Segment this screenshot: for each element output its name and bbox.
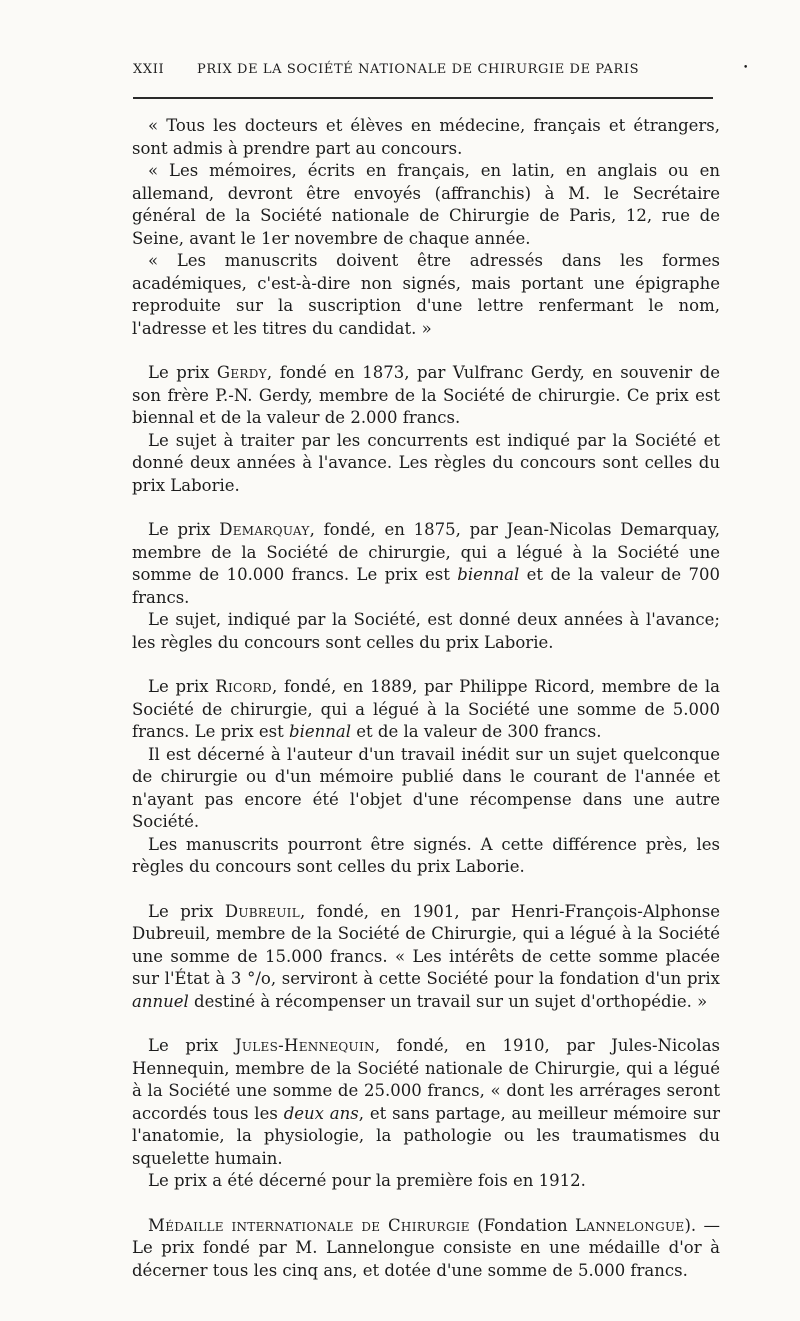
demarquay-text: , fondé, en 1875, par Jean-Nicolas Demarquay, membre de la Société de chirurgie, qui a légué à la Société une somme de 10.000 francs. Le prix est	[132, 520, 720, 584]
demarquay-italic: biennal	[457, 565, 520, 584]
demarquay-paragraph-1	[132, 519, 720, 609]
dubreuil-italic: annuel	[132, 991, 189, 1011]
medaille-paren-open: (Fondation	[469, 1215, 575, 1235]
laborie-paragraph-2: « Les mémoires, écrits en français, en latin, en anglais ou en allemand, devront être envoyés (affranchis) à M. le Secrétaire général de la Société nationale de Chirurgie de Paris, 12, rue de Seine, avant le 1er novembre de chaque année.	[132, 161, 720, 248]
hennequin-italic: deux ans	[283, 1103, 359, 1123]
header-rule	[133, 97, 713, 99]
dubreuil-prize-name: Dubreuil	[224, 901, 300, 921]
gerdy-paragraph-2: Le sujet à traiter par les concurrents est indiqué par la Société et donné deux années à l'avance. Les règles du concours sont celles du prix Laborie.	[132, 430, 720, 495]
page-number: XXII	[133, 62, 165, 77]
dubreuil-paragraph	[132, 901, 720, 1014]
medaille-text: Le prix fondé par M. Lannelongue consiste en une médaille d'or à décerner tous les cinq ans, et dotée d'une somme de 5.000 francs.	[132, 1238, 720, 1280]
hennequin-paragraph-1	[132, 1035, 720, 1170]
demarquay-paragraph-2: Le sujet, indiqué par la Société, est donné deux années à l'avance; les règles du concours sont celles du prix Laborie.	[132, 610, 720, 652]
hennequin-prize-name: Jules-Hennequin	[234, 1036, 375, 1055]
hennequin-text: , fondé, en 1910, par Jules-Nicolas Hennequin, membre de la Société nationale de Chirurgie, qui a légué à la Société une somme de 25.000 francs, « dont les arrérages seront accordés tous les	[132, 1036, 720, 1123]
dubreuil-lead: Le prix	[148, 901, 225, 921]
ricord-lead: Le prix	[148, 677, 216, 696]
medaille-heading: Médaille internationale de Chirurgie	[148, 1215, 470, 1235]
gerdy-lead: Le prix	[148, 363, 217, 382]
dubreuil-text-end: destiné à récompenser un travail sur un sujet d'orthopédie. »	[188, 991, 708, 1011]
demarquay-text-end: et de la valeur de 700 francs.	[132, 565, 721, 607]
gerdy-text: , fondé en 1873, par Vulfranc Gerdy, en souvenir de son frère P.-N. Gerdy, membre de la Société de chirurgie. Ce prix est biennal et de la valeur de 2.000 francs.	[132, 363, 721, 427]
gerdy-prize-name: Gerdy	[216, 363, 267, 382]
ricord-paragraph-2: Il est décerné à l'auteur d'un travail inédit sur un sujet quelconque de chirurgie ou d'un mémoire publié dans le courant de l'année et n'ayant pas encore été l'objet d'une récompense dans une autre Société.	[132, 744, 720, 831]
ricord-italic: biennal	[289, 722, 351, 741]
dubreuil-text: , fondé, en 1901, par Henri-François-Alphonse Dubreuil, membre de la Société de Chirurgie, qui a légué à la Société une somme de 15.000 francs. « Les intérêts de cette somme placée sur l'État à 3 °/o, serviront à cette Société pour la fondation d'un prix	[132, 901, 720, 988]
ricord-prize-name: Ricord	[215, 677, 272, 696]
gerdy-paragraph-1	[132, 362, 720, 430]
hennequin-lead: Le prix	[148, 1036, 235, 1055]
hennequin-paragraph-2: Le prix a été décerné pour la première fois en 1912.	[148, 1171, 586, 1190]
page-body	[132, 115, 720, 1282]
running-title: PRIX DE LA SOCIÉTÉ NATIONALE DE CHIRURGIE DE PARIS	[197, 62, 640, 77]
laborie-paragraph-3: « Les manuscrits doivent être adressés dans les formes académiques, c'est-à-dire non signés, mais portant une épigraphe reproduite sur la suscription d'une lettre renfermant le nom, l'adresse et les titres du candidat. »	[132, 251, 720, 338]
ricord-text-end: et de la valeur de 300 francs.	[351, 722, 602, 741]
demarquay-lead: Le prix	[148, 520, 220, 539]
ricord-text: , fondé, en 1889, par Philippe Ricord, membre de la Société de chirurgie, qui a légué à la Société une somme de 5.000 francs. Le prix est	[132, 677, 720, 741]
medaille-paragraph	[132, 1215, 720, 1283]
medaille-founder: Lannelongue	[574, 1215, 685, 1235]
ricord-paragraph-3: Les manuscrits pourront être signés. A cette différence près, les règles du concours sont celles du prix Laborie.	[132, 834, 720, 876]
ricord-paragraph-1	[132, 676, 720, 744]
ornament-dot: •	[743, 63, 749, 73]
hennequin-text-end: , et sans partage, au meilleur mémoire sur l'anatomie, la physiologie, la pathologie ou les traumatismes du squelette humain.	[132, 1103, 721, 1168]
medaille-paren-close: ). —	[684, 1215, 720, 1235]
laborie-paragraph-1: « Tous les docteurs et élèves en médecine, français et étrangers, sont admis à prendre part au concours.	[132, 116, 720, 158]
demarquay-prize-name: Demarquay	[219, 520, 310, 539]
